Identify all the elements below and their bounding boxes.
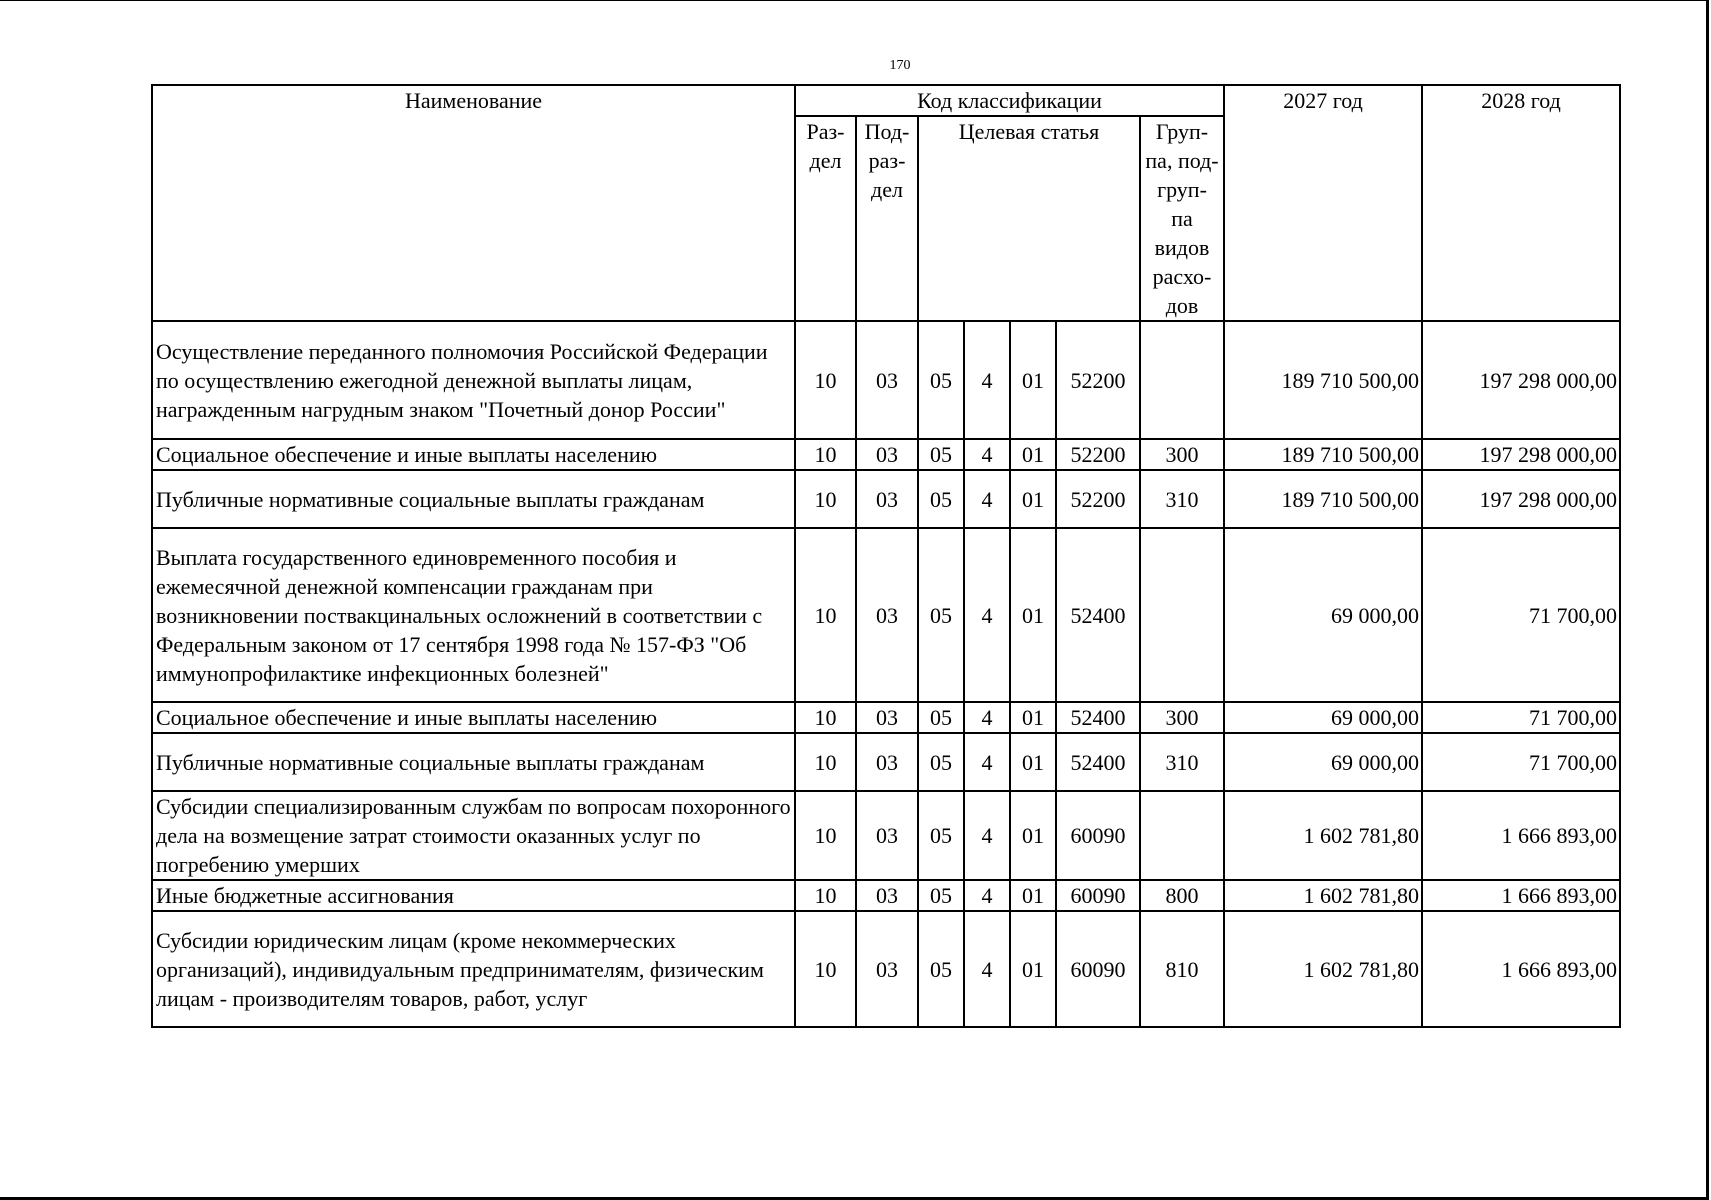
row-expense-group — [1140, 321, 1224, 439]
row-target-3: 01 — [1010, 439, 1056, 470]
row-section: 10 — [795, 911, 856, 1027]
row-amount-2028: 71 700,00 — [1422, 528, 1620, 702]
header-target-article: Целевая статья — [918, 116, 1140, 321]
row-name: Субсидии специализированным службам по вопросам похоронного дела на возмещение затрат стоимости оказанных услуг по погребению умерших — [152, 791, 795, 880]
row-target-2: 4 — [964, 702, 1010, 733]
row-target-1: 05 — [918, 702, 964, 733]
row-target-1: 05 — [918, 911, 964, 1027]
row-expense-group — [1140, 791, 1224, 880]
table-row — [152, 528, 1620, 702]
row-target-2: 4 — [964, 439, 1010, 470]
row-target-1: 05 — [918, 321, 964, 439]
row-target-4: 52200 — [1056, 321, 1140, 439]
row-target-1: 05 — [918, 880, 964, 911]
table-row — [152, 733, 1620, 791]
row-amount-2027: 69 000,00 — [1224, 733, 1422, 791]
row-target-1: 05 — [918, 528, 964, 702]
row-target-3: 01 — [1010, 733, 1056, 791]
row-target-4: 60090 — [1056, 880, 1140, 911]
row-expense-group: 800 — [1140, 880, 1224, 911]
table-row — [152, 880, 1620, 911]
row-target-1: 05 — [918, 791, 964, 880]
row-name: Осуществление переданного полномочия Российской Федерации по осуществлению ежегодной денежной выплаты лицам, награжденным нагрудным знаком "Почетный донор России" — [152, 321, 795, 439]
row-subsection: 03 — [856, 791, 918, 880]
row-target-4: 60090 — [1056, 791, 1140, 880]
row-section: 10 — [795, 880, 856, 911]
row-name: Социальное обеспечение и иные выплаты населению — [152, 439, 795, 470]
row-target-2: 4 — [964, 733, 1010, 791]
row-target-1: 05 — [918, 439, 964, 470]
row-expense-group — [1140, 528, 1224, 702]
row-amount-2028: 71 700,00 — [1422, 702, 1620, 733]
table-body — [152, 321, 1620, 1027]
row-target-4: 52400 — [1056, 702, 1140, 733]
table-row — [152, 321, 1620, 439]
header-name: Наименование — [152, 85, 795, 321]
row-target-1: 05 — [918, 470, 964, 528]
row-expense-group: 310 — [1140, 733, 1224, 791]
row-target-3: 01 — [1010, 321, 1056, 439]
row-expense-group: 300 — [1140, 702, 1224, 733]
row-subsection: 03 — [856, 439, 918, 470]
row-expense-group: 300 — [1140, 439, 1224, 470]
row-subsection: 03 — [856, 321, 918, 439]
row-target-4: 52400 — [1056, 733, 1140, 791]
row-amount-2027: 1 602 781,80 — [1224, 911, 1422, 1027]
table-row — [152, 911, 1620, 1027]
row-target-4: 52200 — [1056, 470, 1140, 528]
table-row — [152, 791, 1620, 880]
row-name: Социальное обеспечение и иные выплаты населению — [152, 702, 795, 733]
row-amount-2028: 1 666 893,00 — [1422, 880, 1620, 911]
row-amount-2028: 197 298 000,00 — [1422, 439, 1620, 470]
row-name: Выплата государственного единовременного пособия и ежемесячной денежной компенсации гражданам при возникновении поствакцинальных осложнений в соответствии с Федеральным законом от 17 сентября 1998 года № 157-ФЗ "Об иммунопрофилактике инфекционных болезней" — [152, 528, 795, 702]
row-amount-2027: 189 710 500,00 — [1224, 470, 1422, 528]
row-section: 10 — [795, 528, 856, 702]
row-subsection: 03 — [856, 528, 918, 702]
row-amount-2028: 197 298 000,00 — [1422, 470, 1620, 528]
row-target-4: 52400 — [1056, 528, 1140, 702]
row-amount-2028: 1 666 893,00 — [1422, 791, 1620, 880]
row-section: 10 — [795, 470, 856, 528]
table-row — [152, 470, 1620, 528]
row-amount-2027: 69 000,00 — [1224, 528, 1422, 702]
row-amount-2028: 197 298 000,00 — [1422, 321, 1620, 439]
table-row — [152, 702, 1620, 733]
budget-table — [151, 84, 1621, 1028]
row-section: 10 — [795, 791, 856, 880]
row-section: 10 — [795, 321, 856, 439]
row-target-3: 01 — [1010, 880, 1056, 911]
header-code-group: Код классификации — [795, 85, 1224, 116]
row-subsection: 03 — [856, 702, 918, 733]
row-target-2: 4 — [964, 321, 1010, 439]
row-target-3: 01 — [1010, 470, 1056, 528]
row-amount-2027: 1 602 781,80 — [1224, 880, 1422, 911]
row-target-2: 4 — [964, 880, 1010, 911]
row-target-2: 4 — [964, 791, 1010, 880]
table-row — [152, 439, 1620, 470]
row-name: Субсидии юридическим лицам (кроме некоммерческих организаций), индивидуальным предпринимателям, физическим лицам - производителям товаров, работ, услуг — [152, 911, 795, 1027]
row-subsection: 03 — [856, 880, 918, 911]
page-number: 170 — [889, 58, 911, 73]
row-target-2: 4 — [964, 470, 1010, 528]
row-target-1: 05 — [918, 733, 964, 791]
row-target-2: 4 — [964, 911, 1010, 1027]
row-target-4: 60090 — [1056, 911, 1140, 1027]
row-target-3: 01 — [1010, 528, 1056, 702]
header-year-2028: 2028 год — [1422, 85, 1620, 321]
header-year-2027: 2027 год — [1224, 85, 1422, 321]
row-target-4: 52200 — [1056, 439, 1140, 470]
row-target-3: 01 — [1010, 911, 1056, 1027]
row-amount-2028: 71 700,00 — [1422, 733, 1620, 791]
row-target-2: 4 — [964, 528, 1010, 702]
row-amount-2027: 189 710 500,00 — [1224, 439, 1422, 470]
header-section: Раз- дел — [795, 116, 856, 321]
row-amount-2027: 189 710 500,00 — [1224, 321, 1422, 439]
row-section: 10 — [795, 702, 856, 733]
header-expense-group: Груп- па, под- груп- па видов расхо- дов — [1140, 116, 1224, 321]
row-subsection: 03 — [856, 470, 918, 528]
row-section: 10 — [795, 439, 856, 470]
row-section: 10 — [795, 733, 856, 791]
row-subsection: 03 — [856, 911, 918, 1027]
row-target-3: 01 — [1010, 702, 1056, 733]
row-amount-2028: 1 666 893,00 — [1422, 911, 1620, 1027]
row-amount-2027: 1 602 781,80 — [1224, 791, 1422, 880]
row-name: Публичные нормативные социальные выплаты гражданам — [152, 733, 795, 791]
header-subsection: Под- раз- дел — [856, 116, 918, 321]
row-expense-group: 310 — [1140, 470, 1224, 528]
row-name: Публичные нормативные социальные выплаты гражданам — [152, 470, 795, 528]
row-amount-2027: 69 000,00 — [1224, 702, 1422, 733]
row-target-3: 01 — [1010, 791, 1056, 880]
row-name: Иные бюджетные ассигнования — [152, 880, 795, 911]
row-subsection: 03 — [856, 733, 918, 791]
row-expense-group: 810 — [1140, 911, 1224, 1027]
